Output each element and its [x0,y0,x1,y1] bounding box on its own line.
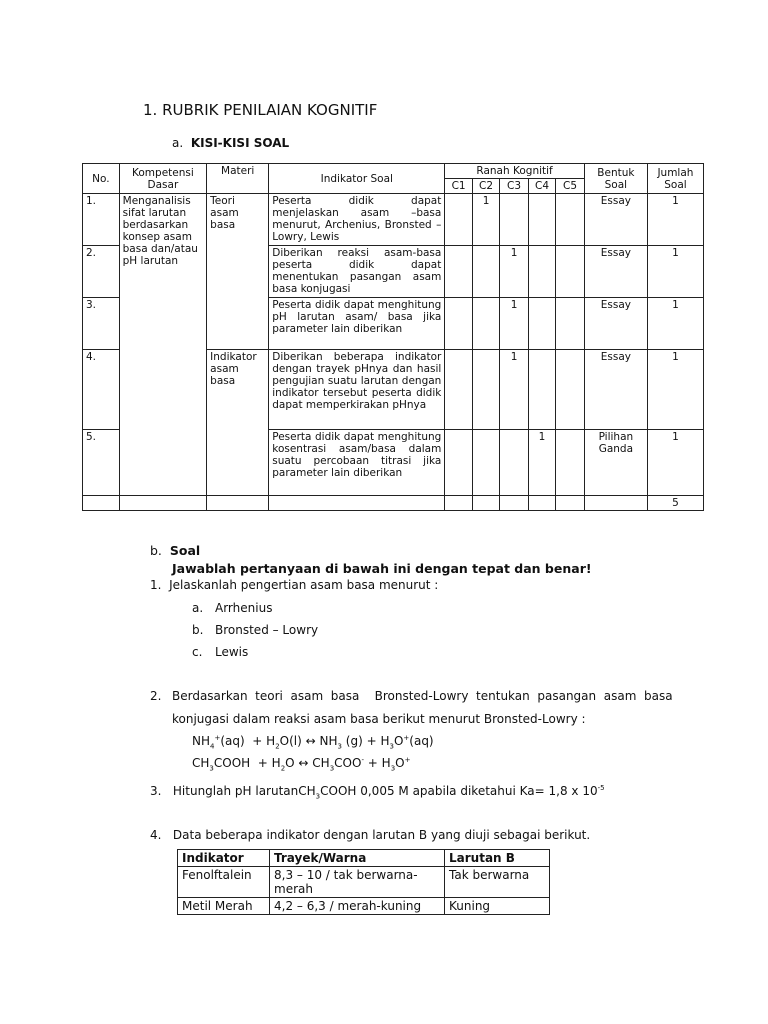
c4-cell [528,246,555,298]
indikator-cell: Peserta didik dapat menghitung kosentrasi asam/basa dalam suatu percobaan titrasi jika parameter lain diberikan [269,430,445,496]
c1-cell [445,298,472,350]
equation-1: $NH_4^+(aq) + H_2O(l)$ ↔ $NH_3$ $(g) + H_3O^+(aq)$ [192,734,434,751]
materi-cell: Teori asam basa [207,194,269,350]
indikator-name-cell: Metil Merah [178,898,270,915]
larutan-b-cell: Kuning [445,898,550,915]
header-no: No. [83,164,120,194]
bentuk-cell: Pilihan Ganda [584,430,647,496]
c1-cell [445,430,472,496]
c5-cell [556,246,585,298]
question-3: 3. Hitunglah pH larutanCH$_3$COOH 0,005 M apabila diketahui Ka= 1,8 x $10^{-5}$ [150,784,605,801]
exponent: -5 [597,784,605,792]
header-materi: Materi [207,164,269,194]
question-number: 2. [150,689,162,703]
trayek-cell: 8,3 – 10 / tak berwarna-merah [270,867,445,898]
c2-cell [472,246,499,298]
question-number: 1. [150,578,162,592]
table-total-row [83,496,704,511]
row-no: 2. [83,246,120,298]
jumlah-cell: 1 [647,298,703,350]
table-row [83,194,704,246]
header-c2: C2 [472,179,499,194]
option-item [192,645,249,659]
materi-cell: Indikator asam basa [207,350,269,496]
option-text: Arrhenius [215,601,273,615]
question-1 [150,578,438,592]
header-indikator: Indikator [178,850,270,867]
table-header-row [178,850,550,867]
c4-cell [528,298,555,350]
c3-cell [500,194,529,246]
c4-cell [528,194,555,246]
c2-cell [472,350,499,430]
option-item [192,601,273,615]
subsection-a-title: KISI-KISI SOAL [190,136,290,150]
table-row [178,898,550,915]
c1-cell [445,194,472,246]
header-indikator: Indikator Soal [269,164,445,194]
bentuk-cell: Essay [584,298,647,350]
row-no: 3. [83,298,120,350]
c3-cell: 1 [500,298,529,350]
c3-cell: 1 [500,350,529,430]
kompetensi-cell: Menganalisis sifat larutan berdasarkan konsep asam basa dan/atau pH larutan [119,194,207,496]
c2-cell: 1 [472,194,499,246]
question-2-line2: konjugasi dalam reaksi asam basa berikut menurut Bronsted-Lowry : [172,712,586,726]
jumlah-cell: 1 [647,246,703,298]
question-number: 3. [150,784,162,798]
subsection-a-letter: a. [172,136,184,150]
option-letter: b. [192,623,204,637]
header-c4: C4 [528,179,555,194]
header-larutan-b: Larutan B [445,850,550,867]
c2-cell [472,298,499,350]
indicator-table [177,849,550,915]
kisi-kisi-table [82,163,704,511]
option-letter: a. [192,601,204,615]
indikator-cell: Diberikan reaksi asam-basa peserta didik dapat menentukan pasangan asam basa konjugasi [269,246,445,298]
header-ranah: Ranah Kognitif [445,164,584,179]
header-c1: C1 [445,179,472,194]
row-no: 1. [83,194,120,246]
indikator-name-cell: Fenolftalein [178,867,270,898]
jumlah-cell: 1 [647,430,703,496]
equation-2: $CH_3COOH + H_2O$ ↔ $CH_3COO^- + H_3O^+$ [192,756,411,773]
bentuk-cell: Essay [584,246,647,298]
option-item [192,623,319,637]
c5-cell [556,350,585,430]
header-kompetensi: Kompetensi Dasar [119,164,207,194]
section-b-heading [150,543,200,558]
option-text: Bronsted – Lowry [215,623,319,637]
row-no: 5. [83,430,120,496]
header-bentuk: Bentuk Soal [584,164,647,194]
larutan-b-cell: Tak berwarna [445,867,550,898]
c1-cell [445,350,472,430]
question-text-pre: Hitunglah pH larutanCH [172,784,316,798]
row-no: 4. [83,350,120,430]
trayek-cell: 4,2 – 6,3 / merah-kuning [270,898,445,915]
c5-cell [556,298,585,350]
question-text-mid: COOH 0,005 M apabila diketahui Ka= 1,8 x 10 [320,784,598,798]
question-4 [150,828,590,842]
c4-cell: 1 [528,430,555,496]
c4-cell [528,350,555,430]
instruction-text: Jawablah pertanyaan di bawah ini dengan tepat dan benar! [172,561,592,576]
c3-cell: 1 [500,246,529,298]
bentuk-cell: Essay [584,350,647,430]
jumlah-cell: 1 [647,350,703,430]
bentuk-cell: Essay [584,194,647,246]
table-header-row [83,164,704,179]
question-2 [150,689,673,703]
c3-cell [500,430,529,496]
table-row [178,867,550,898]
section-b-title: Soal [169,543,201,558]
option-text: Lewis [215,645,249,659]
total-cell: 5 [647,496,703,511]
section-b-letter: b. [150,543,162,558]
jumlah-cell: 1 [647,194,703,246]
header-c3: C3 [500,179,529,194]
c5-cell [556,430,585,496]
c1-cell [445,246,472,298]
question-text: Data beberapa indikator dengan larutan B yang diuji sebagai berikut. [172,828,591,842]
header-c5: C5 [556,179,585,194]
question-number: 4. [150,828,162,842]
header-jumlah: Jumlah Soal [647,164,703,194]
indikator-cell: Peserta didik dapat menjelaskan asam –basa menurut, Archenius, Bronsted – Lowry, Lewis [269,194,445,246]
question-text: Berdasarkan teori asam basa Bronsted-Lowry tentukan pasangan asam basa [172,689,673,703]
header-trayek: Trayek/Warna [270,850,445,867]
question-text: Jelaskanlah pengertian asam basa menurut : [169,578,439,592]
indikator-cell: Diberikan beberapa indikator dengan trayek pHnya dan hasil pengujian suatu larutan dengan indikator tersebut peserta didik dapat memperkirakan pHnya [269,350,445,430]
c2-cell [472,430,499,496]
c5-cell [556,194,585,246]
indikator-cell: Peserta didik dapat menghitung pH larutan asam/ basa jika parameter lain diberikan [269,298,445,350]
page-title: 1. RUBRIK PENILAIAN KOGNITIF [143,101,378,119]
subsection-a-heading [172,136,289,150]
option-letter: c. [192,645,203,659]
